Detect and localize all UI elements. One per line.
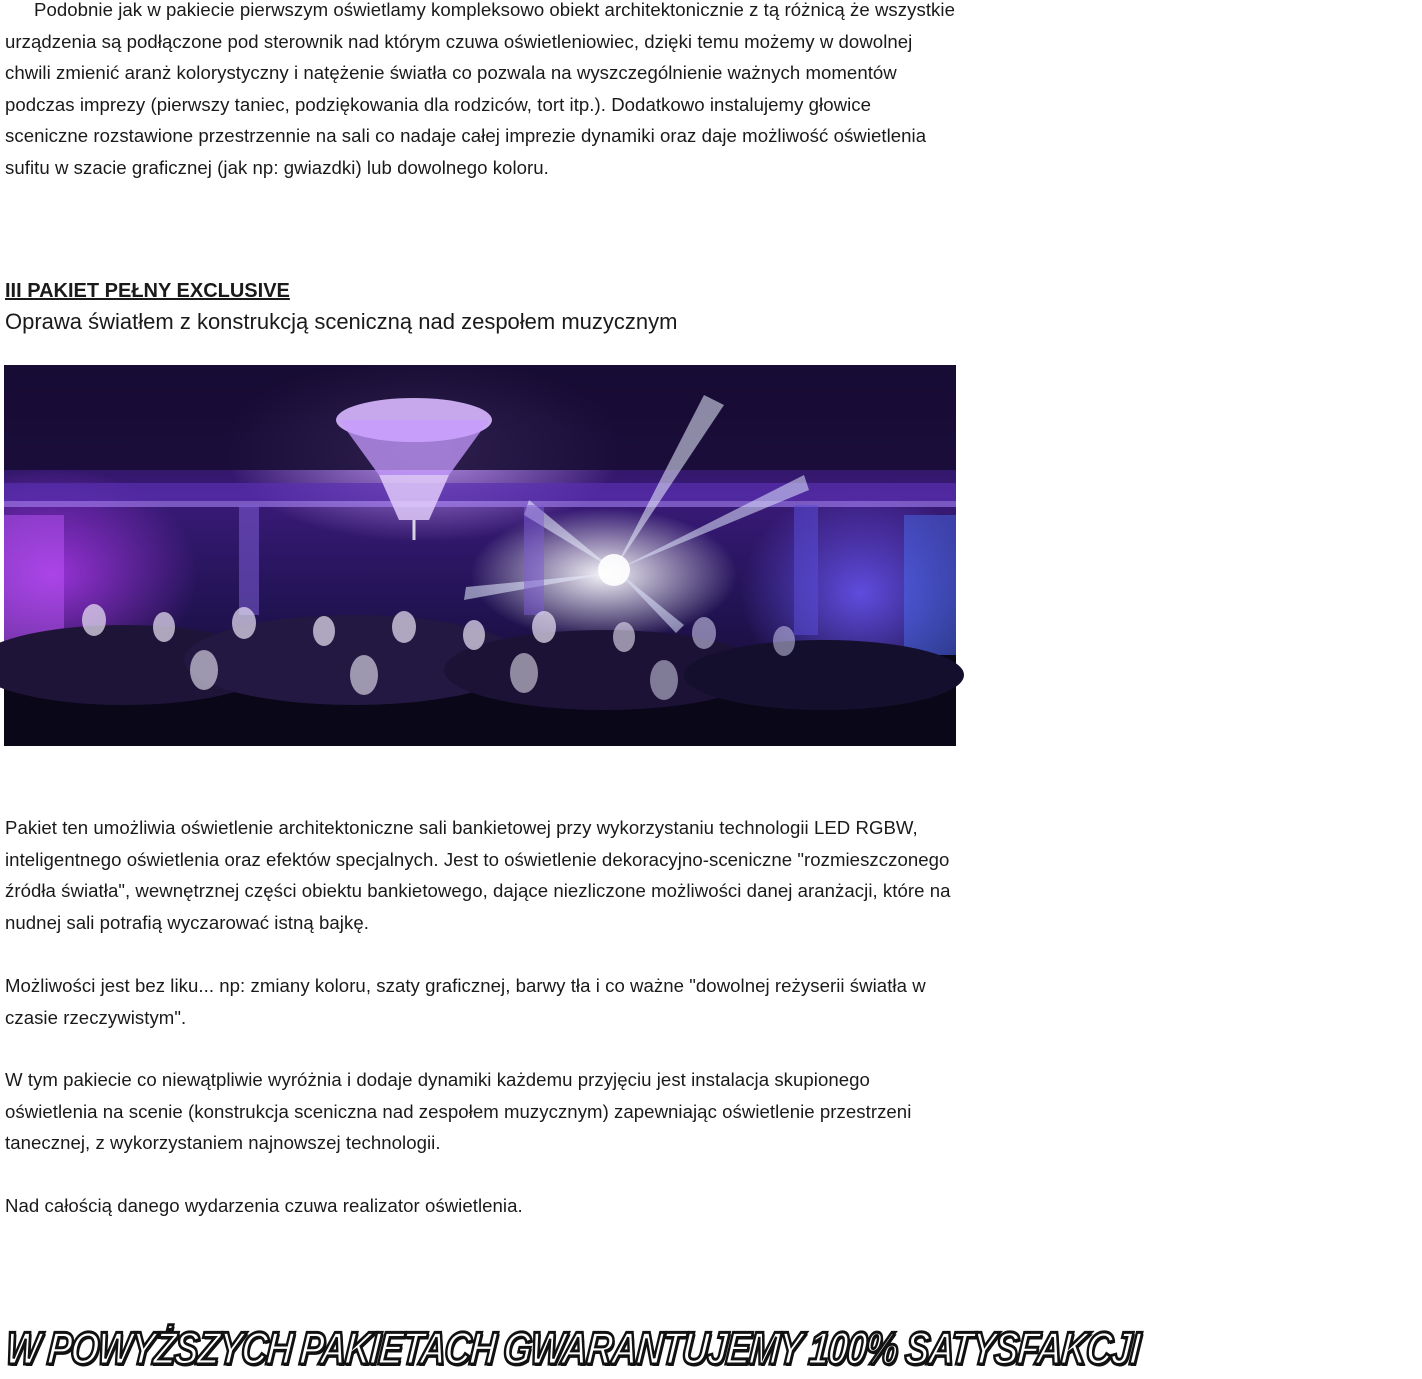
intro-paragraph: Podobnie jak w pakiecie pierwszym oświetlamy kompleksowo obiekt architektonicznie z tą różnicą że wszystkie urządzenia są podłączone pod sterownik nad którym czuwa oświetleniowiec, dzięki temu możemy w dowolnej chwili zmienić aranż kolorystyczny i natężenie światła co pozwala na wyszczególnienie ważnych momentów podczas imprezy (pierwszy taniec, podziękowania dla rodziców, tort itp.). Dodatkowo instalujemy głowice sceniczne rozstawione przestrzennie na sali co nadaje całej imprezie dynamiki oraz daje możliwość oświetlenia sufitu w szacie graficznej (jak np: gwiazdki) lub dowolnego koloru.	[5, 0, 955, 178]
package-heading: III PAKIET PEŁNY EXCLUSIVE	[5, 280, 290, 302]
package-subheading: Oprawa światłem z konstrukcją sceniczną nad zespołem muzycznym	[5, 309, 678, 334]
guarantee-banner	[3, 1318, 1141, 1378]
supervisor-paragraph: Nad całością danego wydarzenia czuwa realizator oświetlenia.	[5, 1195, 523, 1216]
banquet-hall-lighting-photo	[4, 365, 956, 746]
photo-illustration	[4, 365, 956, 746]
stage-lighting-paragraph: W tym pakiecie co niewątpliwie wyróżnia i dodaje dynamiki każdemu przyjęciu jest instalacja skupionego oświetlenia na scenie (konstrukcja sceniczna nad zespołem muzycznym) zapewniając oświetlenie przestrzeni tanecznej, z wykorzystaniem najnowszej technologii.	[5, 1069, 912, 1153]
package-description-paragraph: Pakiet ten umożliwia oświetlenie architektoniczne sali bankietowej przy wykorzystaniu technologii LED RGBW, inteligentnego oświetlenia oraz efektów specjalnych. Jest to oświetlenie dekoracyjno-sceniczne "rozmieszczonego źródła światła", wewnętrznej części obiektu bankietowego, dające niezliczone możliwości danej aranżacji, które na nudnej sali potrafią wyczarować istną bajkę.	[5, 817, 951, 933]
possibilities-paragraph: Możliwości jest bez liku... np: zmiany koloru, szaty graficznej, barwy tła i co ważne "dowolnej reżyserii światła w czasie rzeczywistym".	[5, 975, 926, 1028]
crowd	[0, 604, 964, 746]
guarantee-banner-text: W POWYŻSZYCH PAKIETACH GWARANTUJEMY 100% SATYSFAKCJI	[3, 1322, 1141, 1374]
